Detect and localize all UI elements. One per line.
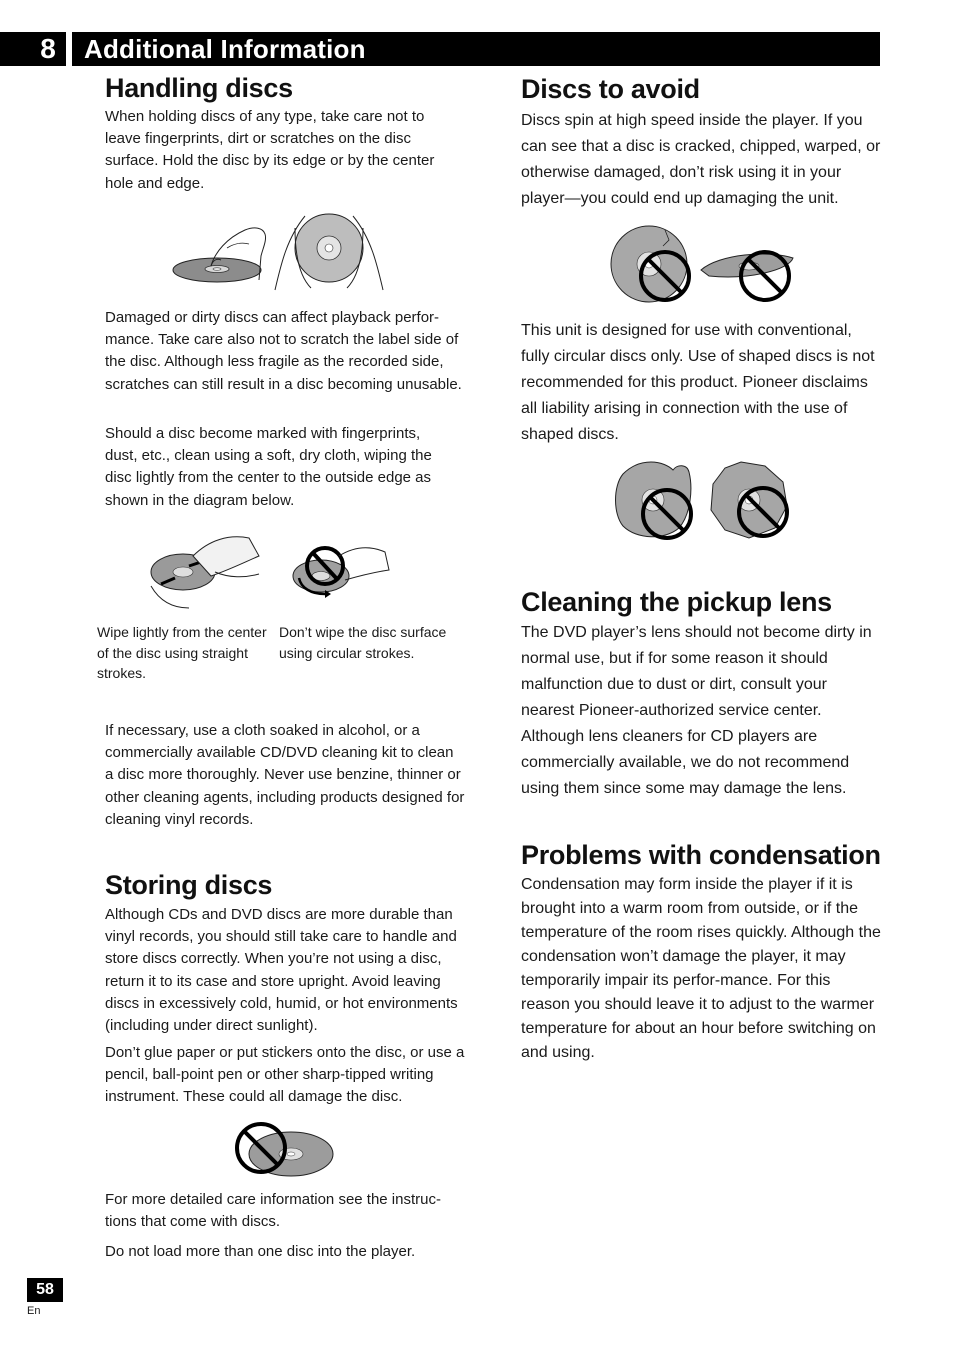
no-writing-on-disc-illustration: [231, 1120, 337, 1182]
storing-paragraph-2: Don’t glue paper or put stickers onto the disc, or use a pencil, ball-point pen or other sharp-tipped writing instrument. These could all damage the disc.: [105, 1044, 465, 1106]
condensation-paragraph-1: Condensation may form inside the player if it is brought into a warm room from outside, or if the temperature of the room rises quickly. Although the condensation won’t damage the player, it may temporarily impair its perfor-mance. For this reason you should leave it to adjust to the warmer temperature for about an hour before switching on and using.: [521, 876, 881, 1061]
handling-discs-heading: Handling discs: [105, 73, 293, 103]
caption-straight-strokes: Wipe lightly from the center of the disc using straight strokes.: [97, 624, 267, 681]
storing-paragraph-1: Although CDs and DVD discs are more durable than vinyl records, you should still take care to handle and store discs correctly. When you’re not using a disc, return it to its case and store upright. Avoid leaving discs in excessively cold, humid, or hot environments (including under direct sunlight).: [105, 906, 458, 1035]
handling-paragraph-2: Damaged or dirty discs can affect playback perfor-mance. Take care also not to scratch the label side of the disc. Although less fragile as the recorded side, scratches can still result in a disc becoming unusable.: [105, 309, 462, 393]
right-column: [521, 0, 883, 1348]
left-column: [97, 0, 467, 1348]
avoid-paragraph-2: This unit is designed for use with conventional, fully circular discs only. Use of shaped discs is not recommended for this product. Pioneer disclaims all liability arising in connection with the use of shaped discs.: [521, 322, 875, 443]
chapter-number: 8: [40, 33, 56, 64]
condensation-heading: Problems with condensation: [521, 840, 881, 870]
lens-paragraph-1: The DVD player’s lens should not become dirty in normal use, but if for some reason it should malfunction due to dust or dirt, consult your nearest Pioneer-authorized service center. Although lens cleaners for CD players are commercially available, we do not recommend using them since some may damage the lens.: [521, 624, 872, 797]
shaped-discs-illustration: [613, 458, 795, 542]
header-separator: [66, 32, 72, 66]
caption-circular-strokes: Don’t wipe the disc surface using circular strokes.: [279, 624, 447, 661]
damaged-discs-illustration: [609, 224, 799, 306]
avoid-paragraph-1: Discs spin at high speed inside the player. If you can see that a disc is cracked, chipped, warped, or otherwise damaged, don’t risk using it in your player—you could end up damaging the unit.: [521, 112, 881, 207]
language-code: En: [27, 1305, 41, 1317]
wiping-disc-illustration: [149, 526, 399, 612]
page-number: 58: [27, 1278, 63, 1302]
storing-paragraph-4: Do not load more than one disc into the player.: [105, 1243, 416, 1260]
chapter-title: Additional Information: [84, 34, 366, 64]
holding-disc-illustration: [171, 208, 407, 298]
cleaning-lens-heading: Cleaning the pickup lens: [521, 587, 832, 617]
handling-paragraph-3: Should a disc become marked with fingerprints, dust, etc., clean using a soft, dry cloth, wiping the disc lightly from the center to the outside edge as shown in the diagram below.: [105, 425, 432, 509]
handling-paragraph-1: When holding discs of any type, take care not to leave fingerprints, dirt or scratches on the disc surface. Hold the disc by its edge or by the center hole and edge.: [105, 108, 435, 192]
storing-discs-heading: Storing discs: [105, 870, 273, 900]
discs-to-avoid-heading: Discs to avoid: [521, 74, 700, 104]
handling-paragraph-4: If necessary, use a cloth soaked in alcohol, or a commercially available CD/DVD cleaning kit to clean a disc more thoroughly. Never use benzine, thinner or other cleaning agents, including products designed for cleaning vinyl records.: [105, 722, 465, 828]
storing-paragraph-3: For more detailed care information see the instruc-tions that come with discs.: [105, 1191, 441, 1231]
